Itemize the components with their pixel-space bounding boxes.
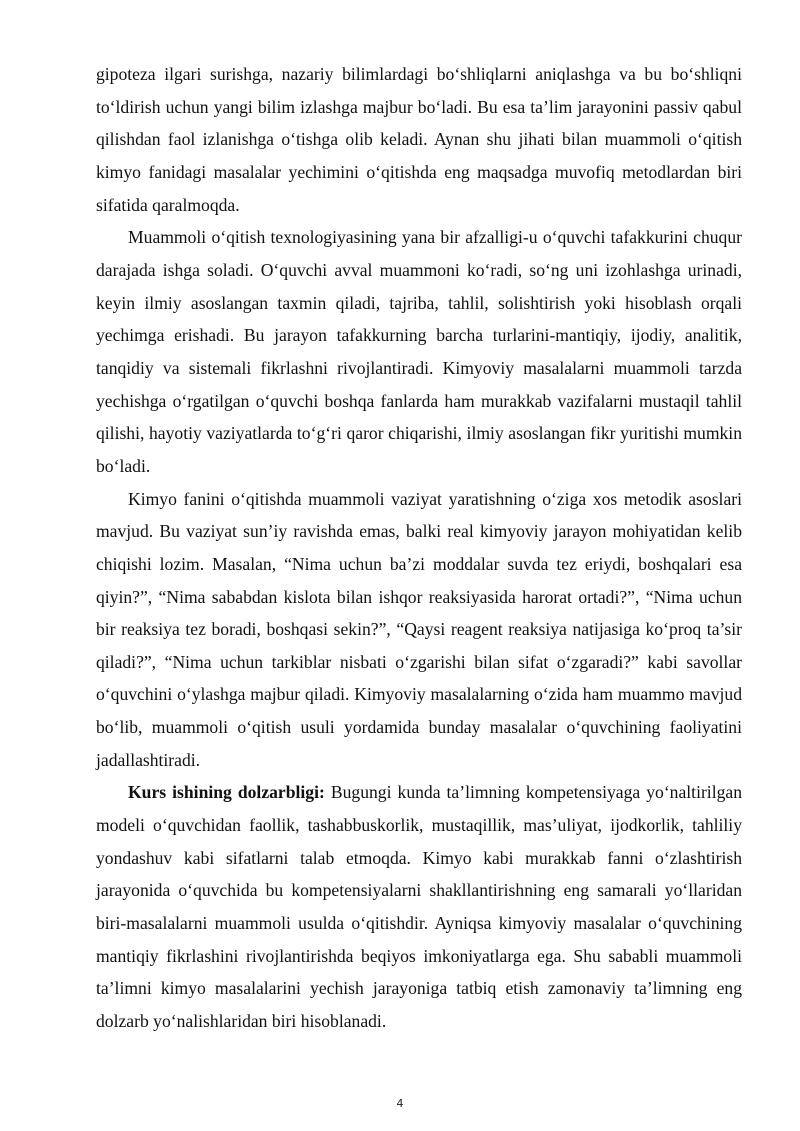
paragraph-continuation	[96, 58, 742, 221]
paragraph-methodology	[96, 483, 742, 777]
paragraph-text: gipoteza ilgari surishga, nazariy bilimlardagi bo‘shliqlarni aniqlashga va bu bo‘shliqni to‘ldirish uchun yangi bilim izlashga majbur bo‘ladi. Bu esa ta’lim jarayonini passiv qabul qilishdan faol izlanishga o‘tishga olib keladi. Aynan shu jihati bilan muammoli o‘qitish kimyo fanidagi masalalar yechimini o‘qitishda eng maqsadga muvofiq metodlardan biri sifatida qaralmoqda.	[96, 64, 742, 215]
paragraph-text: Bugungi kunda ta’limning kompetensiyaga yo‘naltirilgan modeli o‘quvchidan faollik, tashabbuskorlik, mustaqillik, mas’uliyat, ijodkorlik, tahliliy yondashuv kabi sifatlarni talab etmoqda. Kimyo kabi murakkab fanni o‘zlashtirish jarayonida o‘quvchida bu kompetensiyalarni shakllantirishning eng samarali yo‘llaridan biri-masalalarni muammoli usulda o‘qitishdir. Ayniqsa kimyoviy masalalar o‘quvchining mantiqiy fikrlashini rivojlantirishda beqiyos imkoniyatlarga ega. Shu sababli muammoli ta’limni kimyo masalalarini yechish jarayoniga tatbiq etish zamonaviy ta’limning eng dolzarb yo‘nalishlaridan biri hisoblanadi.	[96, 782, 742, 1032]
paragraph-text: Kimyo fanini o‘qitishda muammoli vaziyat yaratishning o‘ziga xos metodik asoslari mavjud. Bu vaziyat sun’iy ravishda emas, balki real kimyoviy jarayon mohiyatidan kelib chiqishi lozim. Masalan, “Nima uchun ba’zi moddalar suvda tez eriydi, boshqalari esa qiyin?”, “Nima sababdan kislota bilan ishqor reaksiyasida harorat ortadi?”, “Nima uchun bir reaksiya tez boradi, boshqasi sekin?”, “Qaysi reagent reaksiya natijasiga ko‘proq ta’sir qiladi?”, “Nima uchun tarkiblar nisbati o‘zgarishi bilan sifat o‘zgaradi?” kabi savollar o‘quvchini o‘ylashga majbur qiladi. Kimyoviy masalalarning o‘zida ham muammo mavjud bo‘lib, muammoli o‘qitish usuli yordamida bunday masalalar o‘quvchining faoliyatini jadallashtiradi.	[96, 488, 742, 770]
paragraph-text: Muammoli o‘qitish texnologiyasining yana bir afzalligi-u o‘quvchi tafakkurini chuqur darajada ishga soladi. O‘quvchi avval muammoni ko‘radi, so‘ng uni izohlashga urinadi, keyin ilmiy asoslangan taxmin qiladi, tajriba, tahlil, solishtirish yoki hisoblash orqali yechimga erishadi. Bu jarayon tafakkurning barcha turlarini-mantiqiy, ijodiy, analitik, tanqidiy va sistemali fikrlashni rivojlantiradi. Kimyoviy masalalarni muammoli tarzda yechishga o‘rgatilgan o‘quvchi boshqa fanlarda ham murakkab vazifalarni mustaqil tahlil qilishi, hayotiy vaziyatlarda to‘g‘ri qaror chiqarishi, ilmiy asoslangan fikr yuritishi mumkin bo‘ladi.	[96, 227, 742, 476]
paragraph-relevance	[96, 776, 742, 1037]
body-text	[96, 58, 742, 1038]
page-number: 4	[396, 1097, 404, 1110]
paragraph-advantages	[96, 221, 742, 482]
relevance-heading: Kurs ishining dolzarbligi:	[128, 782, 325, 803]
